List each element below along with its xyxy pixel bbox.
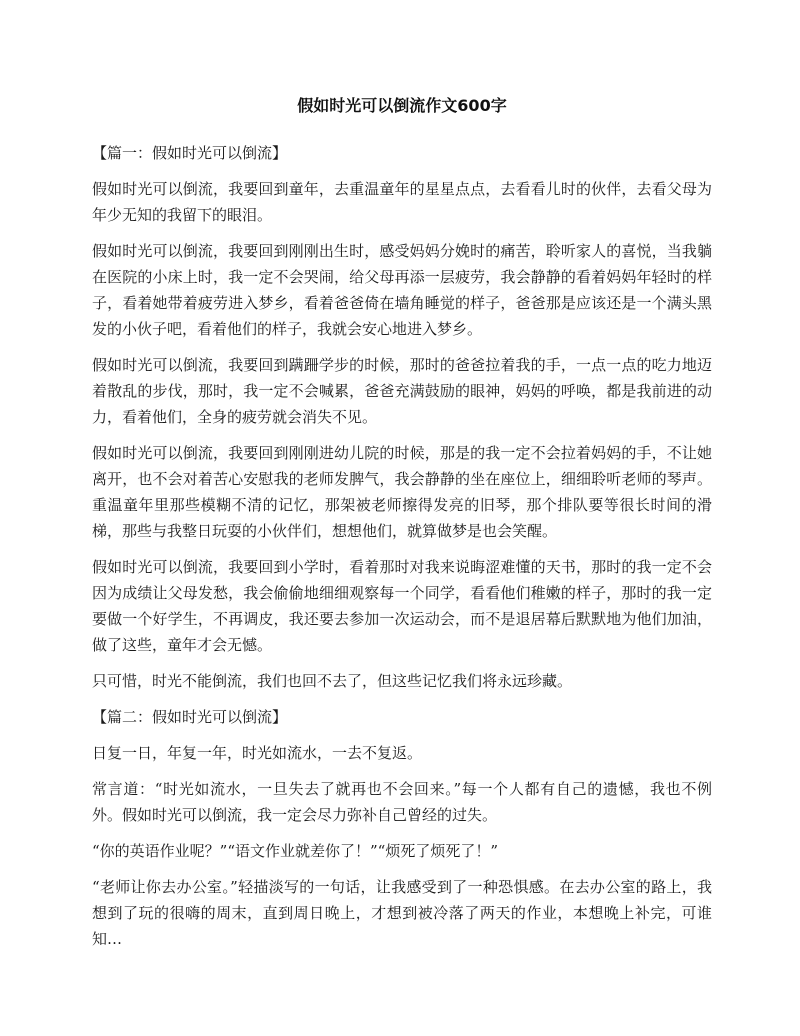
paragraph: 假如时光可以倒流，我要回到童年，去重温童年的星星点点，去看看儿时的伙伴，去看父母为年少无知的我留下的眼泪。 <box>92 180 712 224</box>
document-title: 假如时光可以倒流作文600字 <box>297 96 507 115</box>
section-heading-2: 【篇二：假如时光可以倒流】 <box>92 708 288 726</box>
paragraph: 日复一日，年复一年，时光如流水，一去不复返。 <box>92 744 423 762</box>
section-heading-1: 【篇一：假如时光可以倒流】 <box>92 144 288 162</box>
paragraph: “老师让你去办公室。”轻描淡写的一句话，让我感受到了一种恐惧感。在去办公室的路上，我想到了玩的很嗨的周末，直到周日晚上，才想到被冷落了两天的作业，本想晚上补完，可谁知… <box>92 878 712 948</box>
paragraph: 假如时光可以倒流，我要回到蹒跚学步的时候，那时的爸爸拉着我的手，一点一点的吃力地迈着散乱的步伐，那时，我一定不会喊累，爸爸充满鼓励的眼神，妈妈的呼唤，都是我前进的动力，看着他们，全身的疲劳就会消失不见。 <box>92 356 712 426</box>
document-page <box>92 0 712 952</box>
paragraph: “你的英语作业呢？”“语文作业就差你了！”“烦死了烦死了！” <box>92 842 499 860</box>
paragraph: 假如时光可以倒流，我要回到小学时，看着那时对我来说晦涩难懂的天书，那时的我一定不会因为成绩让父母发愁，我会偷偷地细细观察每一个同学，看看他们稚嫩的样子，那时的我一定要做一个好学生，不再调皮，我还要去参加一次运动会，而不是退居幕后默默地为他们加油，做了这些，童年才会无憾。 <box>92 558 712 654</box>
paragraph: 常言道：“时光如流水，一旦失去了就再也不会回来。”每一个人都有自己的遗憾，我也不例外。假如时光可以倒流，我一定会尽力弥补自己曾经的过失。 <box>92 780 712 824</box>
paragraph: 只可惜，时光不能倒流，我们也回不去了，但这些记忆我们将永远珍藏。 <box>92 672 573 690</box>
paragraph: 假如时光可以倒流，我要回到刚刚出生时，感受妈妈分娩时的痛苦，聆听家人的喜悦，当我躺在医院的小床上时，我一定不会哭闹，给父母再添一层疲劳，我会静静的看着妈妈年轻时的样子，看着她带着疲劳进入梦乡，看着爸爸倚在墙角睡觉的样子，爸爸那是应该还是一个满头黑发的小伙子吧，看着他们的样子，我就会安心地进入梦乡。 <box>92 242 712 338</box>
paragraph: 假如时光可以倒流，我要回到刚刚进幼儿院的时候，那是的我一定不会拉着妈妈的手，不让她离开，也不会对着苦心安慰我的老师发脾气，我会静静的坐在座位上，细细聆听老师的琴声。重温童年里那些模糊不清的记忆，那架被老师擦得发亮的旧琴，那个排队要等很长时间的滑梯，那些与我整日玩耍的小伙伴们，想想他们，就算做梦是也会笑醒。 <box>92 444 712 540</box>
